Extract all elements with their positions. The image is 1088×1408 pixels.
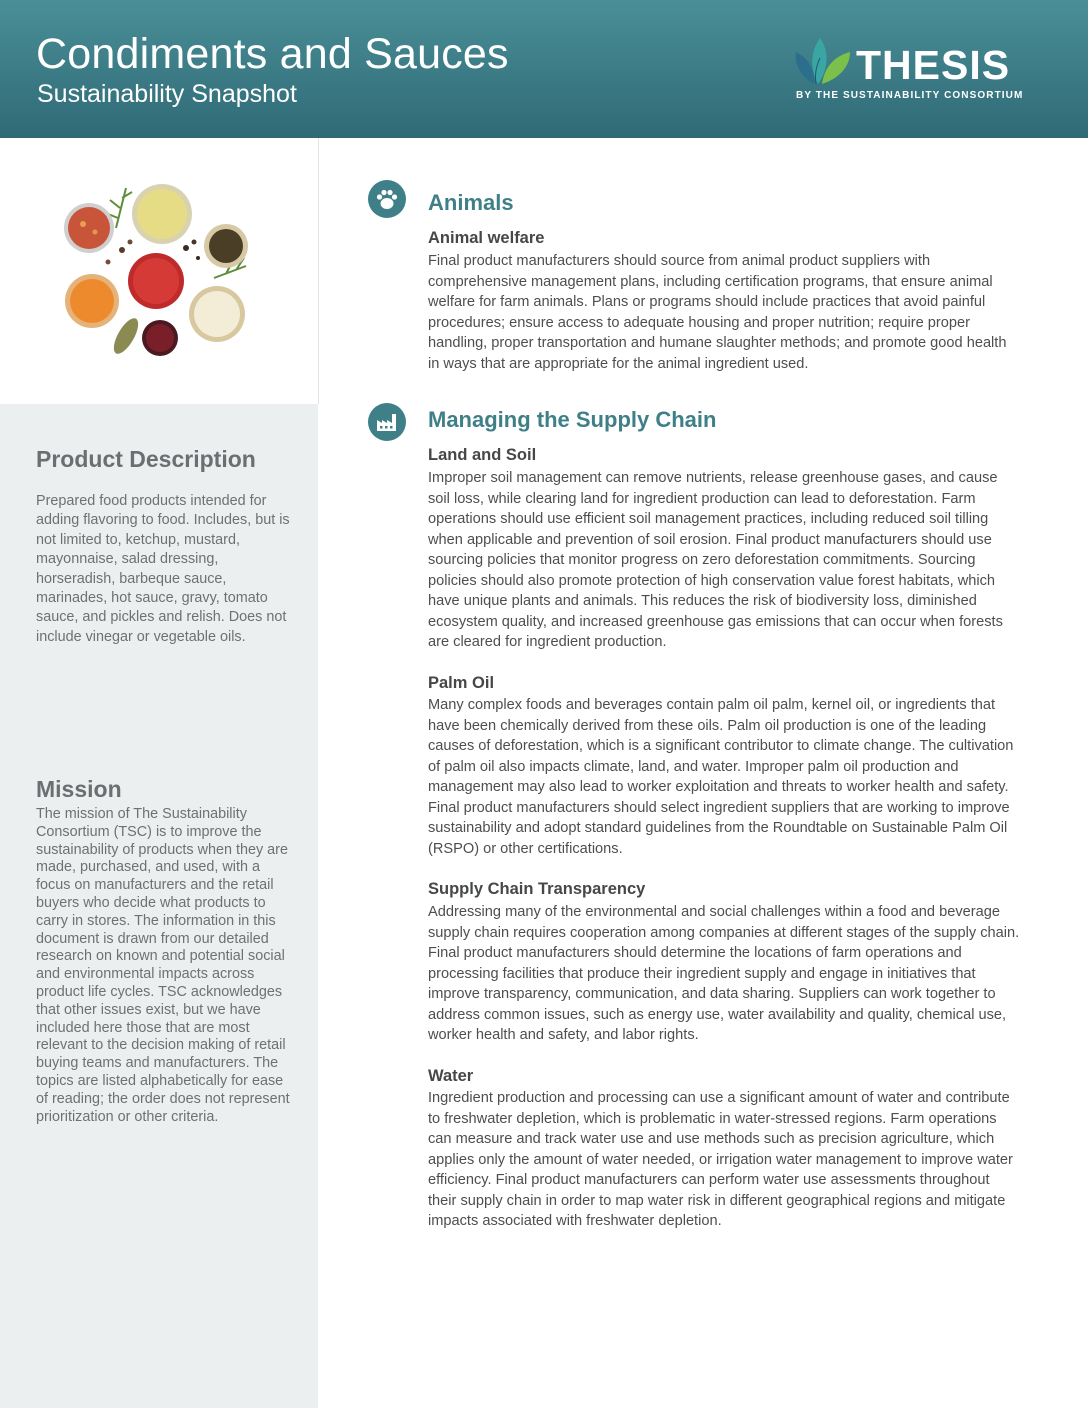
logo-wordmark: THESIS xyxy=(856,42,1011,88)
palm-oil-text: Many complex foods and beverages contain palm oil palm, kernel oil, or ingredients that have been chemically derived from these oils. Palm oil production is one of the leading causes of deforestation, which is a significant contributor to climate change. The cultivation of palm oil also impacts climate, land, and water. Improper palm oil production and management may also lead to worker exploitation and threats to worker health and safety. Final product manufacturers should select ingredient suppliers that are working to improve sustainability and adopt standard guidelines from the Roundtable on Sustainable Palm Oil (RSPO) or other certifications. xyxy=(428,697,1014,857)
supply-chain-heading: Managing the Supply Chain xyxy=(428,407,717,432)
land-and-soil-text: Improper soil management can remove nutrients, release greenhouse gases, and cause soil loss, while clearing land for ingredient production can lead to deforestation. Farm operations should use efficient soil management practices, including reduced soil tilling when applicable and prevention of soil erosion. Final product manufacturers should use sourcing policies that monitor progress on zero deforestation commitments. Sourcing policies should also promote protection of high conservation value forest habitats, which have unique plants and animals. This reduces the risk of biodiversity loss, diminished ecosystem quality, and increased greenhouse gas emissions that can occur when forests are cleared for ingredient production. xyxy=(428,470,1003,650)
animal-welfare-text: Final product manufacturers should source from animal product suppliers with comprehensive management plans, including certification programs, that ensure animal welfare for farm animals. Plans or programs should include practices that avoid painful procedures; ensure access to adequate housing and proper nutrition; require proper handling, proper transportation and humane slaughter methods; and promote good health in ways that are appropriate for the animal ingredient used. xyxy=(428,253,1007,372)
water-heading: Water xyxy=(428,1067,474,1085)
supply-chain-transparency-heading: Supply Chain Transparency xyxy=(428,880,646,898)
animal-welfare-heading: Animal welfare xyxy=(428,229,545,247)
page-title: Condiments and Sauces xyxy=(36,30,509,78)
mission-heading: Mission xyxy=(36,776,122,802)
product-description-text: Prepared food products intended for adding flavoring to food. Includes, but is not limited to, ketchup, mustard, mayonnaise, salad dressing, horseradish, barbeque sauce, marinades, hot sauce, gravy, tomato sauce, and pickles and relish. Does not include vinegar or vegetable oils. xyxy=(36,493,290,645)
water-text: Ingredient production and processing can use a significant amount of water and contribute to freshwater depletion, which is problematic in water-stressed regions. Farm operations can measure and track water use and use methods such as precision agriculture, which applies only the amount of water needed, or irrigation water management to improve water efficiency. Final product manufacturers can perform water use assessments throughout their supply chain in order to map water risk in different geographical regions and mitigate impacts associated with freshwater depletion. xyxy=(428,1090,1013,1229)
animals-heading: Animals xyxy=(428,190,514,215)
logo-tagline: BY THE SUSTAINABILITY CONSORTIUM xyxy=(796,90,1024,101)
land-and-soil-heading: Land and Soil xyxy=(428,446,537,464)
condiment-bowls-image xyxy=(0,138,318,404)
leaf-logo-icon xyxy=(790,36,852,88)
sidebar-divider xyxy=(318,138,319,404)
page-subtitle: Sustainability Snapshot xyxy=(37,80,297,108)
header-band xyxy=(0,0,1088,138)
paw-icon xyxy=(368,180,406,218)
mission-text: The mission of The Sustainability Consortium (TSC) is to improve the sustainability of products when they are made, purchased, and used, with a focus on manufacturers and the retail buyers who decide what products to carry in stores. The information in this document is drawn from our detailed research on known and potential social and environmental impacts across product life cycles. TSC acknowledges that other issues exist, but we have included here those that are most relevant to the decision making of retail buying teams and manufacturers. The topics are listed alphabetically for ease of reading; the order does not represent prioritization or other criteria. xyxy=(36,806,290,1125)
condiment-bowls-photo xyxy=(0,138,318,404)
sidebar-panel xyxy=(0,404,318,1408)
factory-icon xyxy=(368,403,406,441)
thesis-logo xyxy=(790,36,1030,106)
supply-chain-transparency-text: Addressing many of the environmental and social challenges within a food and beverage supply chain requires cooperation among companies at different stages of the supply chain. Final product manufacturers should determine the locations of farm operations and processing facilities that produce their ingredient supply and engage in initiatives that improve transparency, communication, and data sharing. Suppliers can work together to address common issues, such as energy use, water availability and quality, chemical use, worker health and safety, and labor rights. xyxy=(428,904,1020,1043)
palm-oil-heading: Palm Oil xyxy=(428,674,495,692)
product-description-heading: Product Description xyxy=(36,446,256,472)
